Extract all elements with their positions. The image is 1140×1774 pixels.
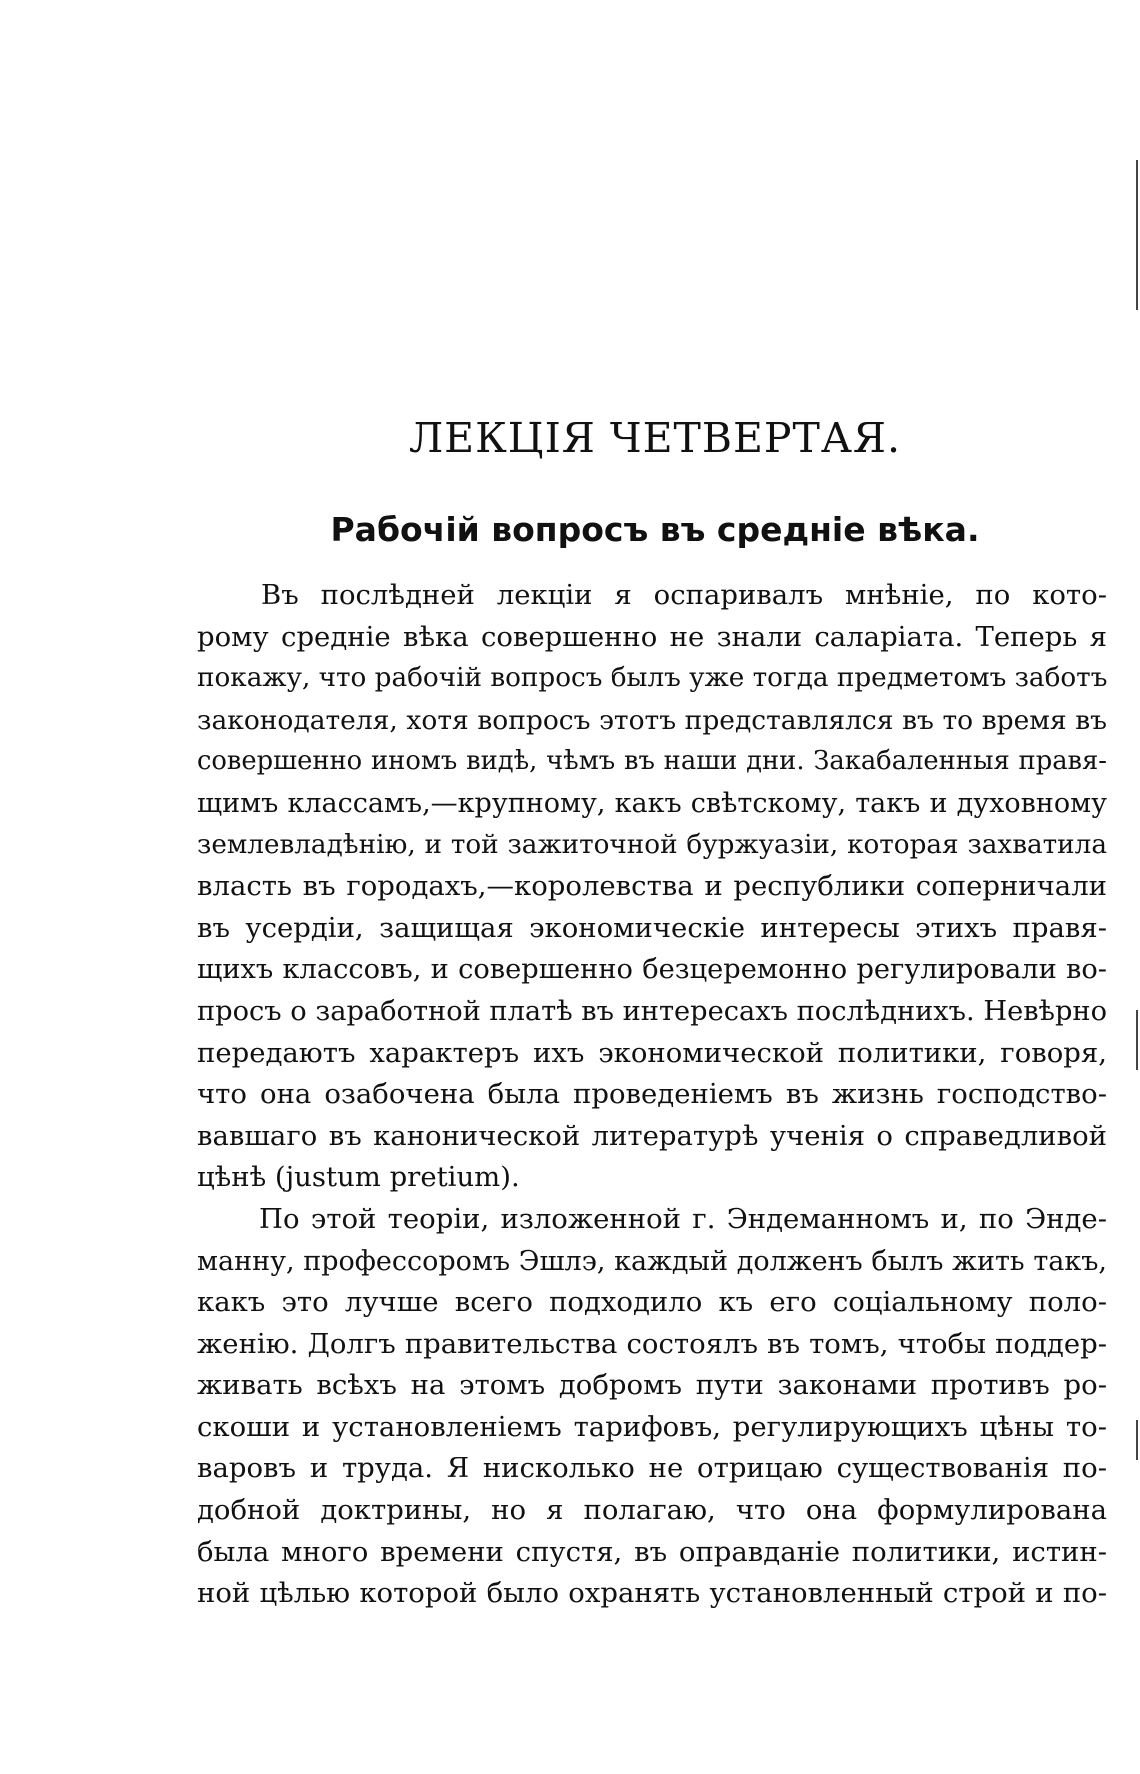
- text-line: рому средніе вѣка совершенно не знали саларіата. Теперь я: [197, 620, 1107, 653]
- page-edge-mark: [1136, 160, 1138, 310]
- text-line: землевладѣнію, и той зажиточной буржуазіи, которая захватила: [197, 829, 1107, 860]
- text-line: передаютъ характеръ ихъ экономической политики, говоря,: [197, 1036, 1107, 1069]
- text-line: щихъ классовъ, и совершенно безцеремонно регулировали во-: [197, 954, 1107, 986]
- text-line: варовъ и труда. Я нисколько не отрицаю существованія по-: [197, 1452, 1107, 1485]
- page-edge-mark: [1136, 1420, 1138, 1460]
- text-line: власть въ городахъ,—королевства и республики соперничали: [197, 870, 1107, 903]
- text-line: женію. Долгъ правительства состоялъ въ томъ, чтобы поддер-: [197, 1327, 1107, 1360]
- text-line: манну, профессоромъ Эшлэ, каждый долженъ былъ жить такъ,: [197, 1245, 1107, 1277]
- text-line: вавшаго въ канонической литературѣ ученія о справедливой: [197, 1119, 1107, 1152]
- chapter-subtitle: Рабочій вопросъ въ средніе вѣка.: [330, 510, 980, 549]
- text-line: цѣнѣ (justum pretium).: [197, 1161, 520, 1194]
- text-line: совершенно иномъ видѣ, чѣмъ въ наши дни. Закабаленныя правя-: [197, 746, 1107, 777]
- text-line: добной доктрины, но я полагаю, что она формулирована: [197, 1494, 1107, 1527]
- text-line: законодателя, хотя вопросъ этотъ представлялся въ то время въ: [197, 704, 1107, 736]
- text-line: скоши и установленіемъ тарифовъ, регулирующихъ цѣны то-: [197, 1410, 1107, 1443]
- page-edge-mark: [1136, 1010, 1138, 1070]
- text-line: ной цѣлью которой было охранять установленный строй и по-: [197, 1577, 1107, 1610]
- text-line: По этой теоріи, изложенной г. Эндеманномъ и, по Энде-: [259, 1202, 1107, 1235]
- paragraph-2: [197, 1199, 1107, 1615]
- paragraph-1: [197, 575, 1107, 1199]
- body-text: [197, 575, 1107, 1615]
- text-line: щимъ классамъ,—крупному, какъ свѣтскому, такъ и духовному: [197, 787, 1107, 819]
- text-line: была много времени спустя, въ оправданіе политики, истин-: [197, 1535, 1107, 1568]
- chapter-title: ЛЕКЦІЯ ЧЕТВЕРТАЯ.: [408, 414, 902, 462]
- text-line: что она озабочена была проведеніемъ въ жизнь господство-: [197, 1078, 1107, 1111]
- text-line: просъ о заработной платѣ въ интересахъ послѣднихъ. Невѣрно: [197, 995, 1108, 1027]
- text-line: покажу, что рабочій вопросъ былъ уже тогда предметомъ заботъ: [197, 663, 1108, 694]
- text-line: въ усердіи, защищая экономическіе интересы этихъ правя-: [197, 911, 1107, 944]
- text-line: Въ послѣдней лекціи я оспаривалъ мнѣніе, по кото-: [261, 579, 1107, 611]
- text-line: какъ это лучше всего подходило къ его соціальному поло-: [197, 1286, 1107, 1319]
- text-line: живать всѣхъ на этомъ добромъ пути законами противъ ро-: [197, 1369, 1107, 1402]
